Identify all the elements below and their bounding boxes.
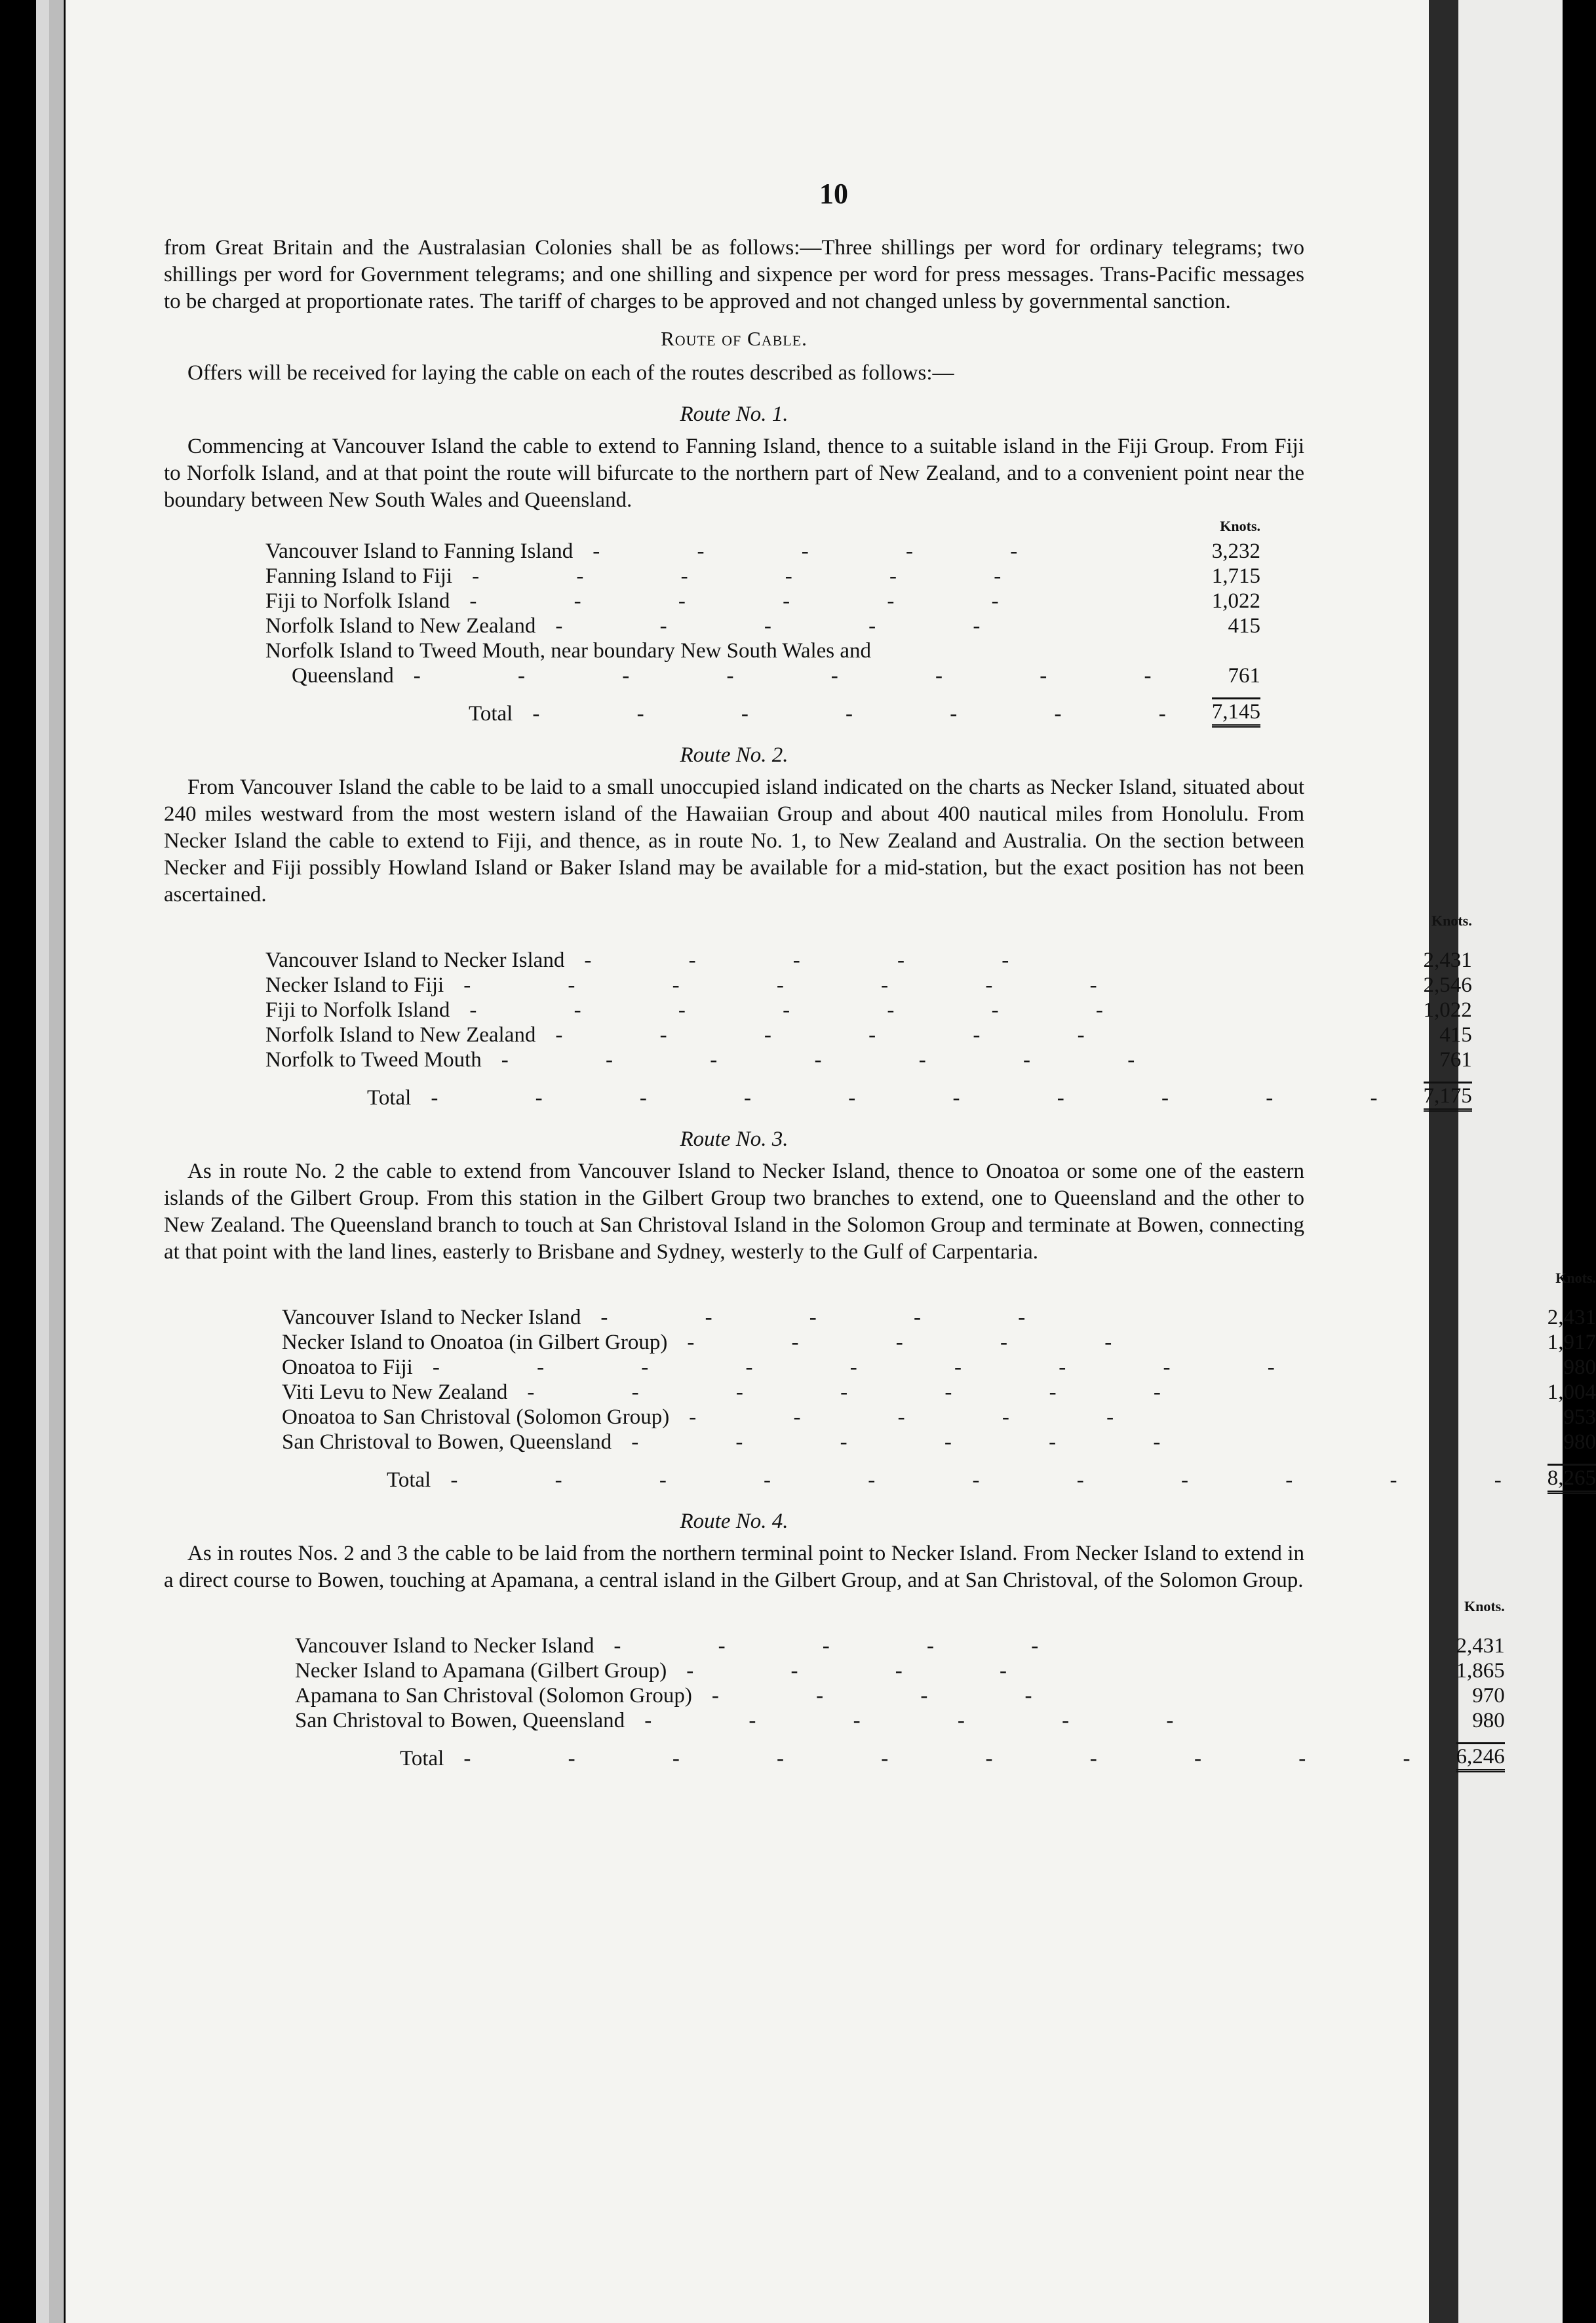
row-label: Fiji to Norfolk Island	[265, 589, 450, 613]
table-row: Apamana to San Christoval (Solomon Group) - - - - 970	[295, 1684, 1505, 1708]
table-row: Onoatoa to Fiji - - - - - - - - - 980	[282, 1356, 1596, 1379]
row-label: Fanning Island to Fiji	[265, 564, 453, 588]
total-value: 7,145	[1212, 699, 1260, 726]
sum-rule	[1424, 1072, 1472, 1083]
total-label: Total	[400, 1746, 444, 1770]
total-value: 7,175	[1424, 1083, 1472, 1110]
route-1-heading: Route No. 1.	[680, 402, 788, 426]
row-knots: 415	[1439, 1023, 1472, 1047]
scan-left-edge-inner	[49, 0, 64, 2323]
row-label: Onoatoa to Fiji	[282, 1356, 413, 1379]
table-row: Onoatoa to San Christoval (Solomon Group) - - - - - 953	[282, 1405, 1596, 1429]
table-row: Fiji to Norfolk Island - - - - - - - 1,022	[265, 998, 1472, 1022]
row-label: Vancouver Island to Fanning Island	[265, 539, 574, 563]
offers-line: Offers will be received for laying the cable on each of the routes described as follows:—	[187, 361, 954, 385]
route-1-description: Commencing at Vancouver Island the cable to extend to Fanning Island, thence to a suitable island in the Fiji Group. From Fiji to Norfolk Island, and at that point the route will bifurcate to the northern part of New Zealand, and to a convenient point near the boundary between New South Wales and Queensland.	[164, 435, 1304, 512]
row-knots	[1212, 638, 1260, 663]
route-3-description: As in route No. 2 the cable to extend from Vancouver Island to Necker Island, thence to Onoatoa or some one of the eastern islands of the Gilbert Group. From this station in the Gilbert Group two branches to extend, one to Queensland and the other to New Zealand. The Queensland branch to touch at San Christoval Island in the Solomon Group and terminate at Bowen, connecting at that point with the land lines, easterly to Brisbane and Sydney, westerly to the Gulf of Carpentaria.	[164, 1160, 1304, 1264]
text-body	[164, 235, 1596, 1772]
page-number: 10	[819, 178, 848, 210]
row-label: Norfolk Island to Tweed Mouth, near boundary New South Wales and	[265, 639, 872, 663]
row-label: Vancouver Island to Necker Island	[265, 948, 565, 972]
table-row: Necker Island to Apamana (Gilbert Group) - - - - 1,865	[295, 1659, 1505, 1683]
total-value: 6,246	[1456, 1744, 1505, 1771]
row-knots: 953	[1563, 1405, 1596, 1429]
table-row: Queensland - - - - - - - - 761	[292, 664, 1261, 688]
facing-page-edge	[1458, 0, 1563, 2323]
sum-rule	[1456, 1733, 1505, 1744]
row-knots: 2,431	[1456, 1634, 1505, 1658]
row-label: Norfolk Island to New Zealand	[265, 1023, 536, 1047]
sum-rule	[1547, 1454, 1596, 1465]
table-row: Necker Island to Fiji - - - - - - - 2,546	[265, 973, 1472, 997]
row-label: Queensland	[292, 664, 394, 688]
table-row: Fiji to Norfolk Island - - - - - - 1,022	[265, 589, 1261, 613]
table-row: Vancouver Island to Fanning Island - - - - - 3,232	[265, 539, 1261, 563]
row-knots: 415	[1228, 614, 1261, 638]
row-knots: 1,917	[1547, 1331, 1596, 1354]
section-heading: Route of Cable.	[661, 327, 808, 350]
table-row: Vancouver Island to Necker Island - - - - - 2,431	[295, 1634, 1505, 1658]
route-2-heading: Route No. 2.	[680, 743, 788, 767]
route-4-heading: Route No. 4.	[680, 1510, 788, 1533]
row-label: Necker Island to Onoatoa (in Gilbert Group)	[282, 1331, 668, 1354]
table-row: Vancouver Island to Necker Island - - - - - 2,431	[265, 948, 1472, 972]
intro-paragraph: from Great Britain and the Australasian Colonies shall be as follows:—Three shillings per word for ordinary telegrams; two shillings per word for Government telegrams; and one shilling and sixpence per word for press messages. Trans-Pacific messages to be charged at proportionate rates. The tariff of charges to be approved and not changed unless by governmental sanction.	[164, 236, 1304, 313]
row-knots: 980	[1563, 1430, 1596, 1454]
row-label: Viti Levu to New Zealand	[282, 1380, 508, 1404]
row-label: San Christoval to Bowen, Queensland	[282, 1430, 612, 1454]
table-row: Norfolk to Tweed Mouth - - - - - - - 761	[265, 1048, 1472, 1072]
row-knots: 761	[1228, 664, 1261, 688]
row-label: Norfolk to Tweed Mouth	[265, 1048, 482, 1072]
table-row: Fanning Island to Fiji - - - - - - 1,715	[265, 564, 1261, 588]
table-row: Necker Island to Onoatoa (in Gilbert Group) - - - - - 1,917	[282, 1331, 1596, 1354]
route-3-heading: Route No. 3.	[680, 1127, 788, 1151]
table-row: Viti Levu to New Zealand - - - - - - - 1,004	[282, 1380, 1596, 1404]
total-value: 8,265	[1547, 1465, 1596, 1493]
row-label: Apamana to San Christoval (Solomon Group)	[295, 1684, 692, 1708]
table-row: Vancouver Island to Necker Island - - - - - 2,431	[282, 1306, 1596, 1329]
row-label: Vancouver Island to Necker Island	[295, 1634, 594, 1658]
row-knots: 980	[1472, 1709, 1505, 1732]
table-row	[265, 638, 1260, 663]
row-knots: 2,431	[1547, 1306, 1596, 1329]
knots-header: Knots.	[1431, 912, 1472, 929]
total-label: Total	[367, 1085, 412, 1110]
table-row: San Christoval to Bowen, Queensland - - - - - - 980	[282, 1430, 1596, 1454]
row-knots: 2,546	[1423, 973, 1472, 997]
row-label: Norfolk Island to New Zealand	[265, 614, 536, 638]
route-3-table	[282, 1266, 1596, 1494]
knots-header: Knots.	[1220, 518, 1261, 534]
row-knots: 2,431	[1423, 948, 1472, 972]
route-2-description: From Vancouver Island the cable to be laid to a small unoccupied island indicated on the charts as Necker Island, situated about 240 miles westward from the most western island of the Hawaiian Group and about 400 nautical miles from Honolulu. From Necker Island the cable to extend to Fiji, and thence, as in route No. 1, to New Zealand and Australia. On the section between Necker and Fiji possibly Howland Island or Baker Island may be available for a mid-station, but the exact position has not been ascertained.	[164, 775, 1304, 907]
row-knots: 1,022	[1423, 998, 1472, 1022]
row-knots: 761	[1439, 1048, 1472, 1072]
row-label: Necker Island to Fiji	[265, 973, 444, 997]
knots-header: Knots.	[1555, 1270, 1596, 1286]
total-row: Total - - - - - - - - - - 6,246	[295, 1744, 1505, 1771]
row-knots: 1,865	[1456, 1659, 1505, 1683]
table-row: San Christoval to Bowen, Queensland - - - - - - 980	[295, 1709, 1505, 1732]
total-label: Total	[469, 701, 513, 726]
total-row: Total - - - - - - - 7,145	[265, 699, 1260, 726]
table-row: Norfolk Island to New Zealand - - - - - - 415	[265, 1023, 1472, 1047]
total-row: Total - - - - - - - - - - - 8,265	[282, 1465, 1596, 1493]
route-4-table	[295, 1594, 1505, 1772]
total-label: Total	[387, 1468, 431, 1492]
row-label: Onoatoa to San Christoval (Solomon Group)	[282, 1405, 670, 1429]
total-row: Total - - - - - - - - - - 7,175	[265, 1083, 1472, 1110]
knots-header: Knots.	[1464, 1598, 1505, 1614]
row-label: Vancouver Island to Necker Island	[282, 1306, 581, 1329]
table-row: Norfolk Island to New Zealand - - - - - 415	[265, 614, 1261, 638]
route-4-description: As in routes Nos. 2 and 3 the cable to be laid from the northern terminal point to Necker Island. From Necker Island to extend in a direct course to Bowen, touching at Apamana, a central island in the Gilbert Group, and at San Christoval, of the Solomon Group.	[164, 1542, 1304, 1592]
row-knots: 980	[1563, 1356, 1596, 1379]
route-1-table	[265, 514, 1260, 728]
route-2-table	[265, 908, 1472, 1112]
row-label: Necker Island to Apamana (Gilbert Group)	[295, 1659, 667, 1683]
row-label: San Christoval to Bowen, Queensland	[295, 1709, 625, 1732]
sum-rule	[1212, 688, 1260, 699]
row-knots: 3,232	[1211, 539, 1261, 563]
row-knots: 970	[1472, 1684, 1505, 1708]
row-knots: 1,004	[1547, 1380, 1596, 1404]
row-label: Fiji to Norfolk Island	[265, 998, 450, 1022]
row-knots: 1,715	[1211, 564, 1261, 588]
scan-gutter	[1429, 0, 1458, 2323]
row-knots: 1,022	[1211, 589, 1261, 613]
